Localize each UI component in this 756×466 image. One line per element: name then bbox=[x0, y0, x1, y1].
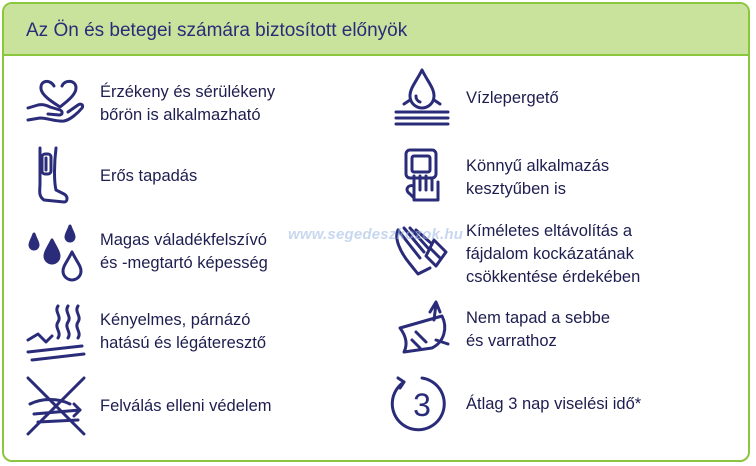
benefit-text-line2: kesztyűben is bbox=[466, 180, 566, 198]
three-day-icon bbox=[390, 372, 454, 436]
non-adherent-icon bbox=[390, 298, 454, 362]
no-friction-icon bbox=[24, 374, 88, 438]
benefit-text-line2: és -megtartó képesség bbox=[100, 254, 268, 272]
benefit-text-line1: Érzékeny és sérülékeny bbox=[100, 83, 276, 101]
benefit-text-line2: bőrön is alkalmazható bbox=[100, 106, 261, 124]
benefit-text-line2: hatású és légáteresztő bbox=[100, 334, 267, 352]
benefit-text-line1: Nem tapad a sebbe bbox=[466, 309, 611, 327]
page-title: Az Ön és betegei számára biztosított előnyök bbox=[26, 20, 408, 41]
benefit-text-line1: Kényelmes, párnázó bbox=[100, 311, 251, 329]
benefit-text-line1: Felválás elleni védelem bbox=[100, 396, 272, 415]
svg-text:3: 3 bbox=[413, 387, 431, 423]
hand-heart-icon bbox=[24, 72, 88, 136]
benefit-text-line3: csökkentése érdekében bbox=[466, 267, 641, 286]
benefit-text-line1: Kíméletes eltávolítás a bbox=[466, 221, 632, 240]
benefit-text-line1: Könnyű alkalmazás bbox=[466, 157, 610, 175]
drops-icon bbox=[24, 220, 88, 284]
gloved-hand-icon bbox=[390, 146, 454, 210]
benefit-text-line1: Erős tapadás bbox=[100, 166, 198, 185]
benefit-text-line2: és varrathoz bbox=[466, 332, 557, 350]
benefit-text-line1: Vízlepergető bbox=[466, 88, 559, 107]
breathable-layers-icon bbox=[24, 300, 88, 364]
benefits-panel bbox=[2, 2, 750, 462]
benefit-text-line1: Átlag 3 nap viselési idő* bbox=[466, 394, 642, 413]
watermark: www.segedeszkozok.hu bbox=[288, 226, 464, 243]
header-bar bbox=[4, 4, 748, 56]
leg-bandage-icon bbox=[24, 144, 88, 208]
benefit-text-line1: Magas váladékfelszívó bbox=[100, 231, 267, 249]
water-repellent-icon bbox=[390, 66, 454, 130]
benefit-text-line2: fájdalom kockázatának bbox=[466, 244, 634, 263]
